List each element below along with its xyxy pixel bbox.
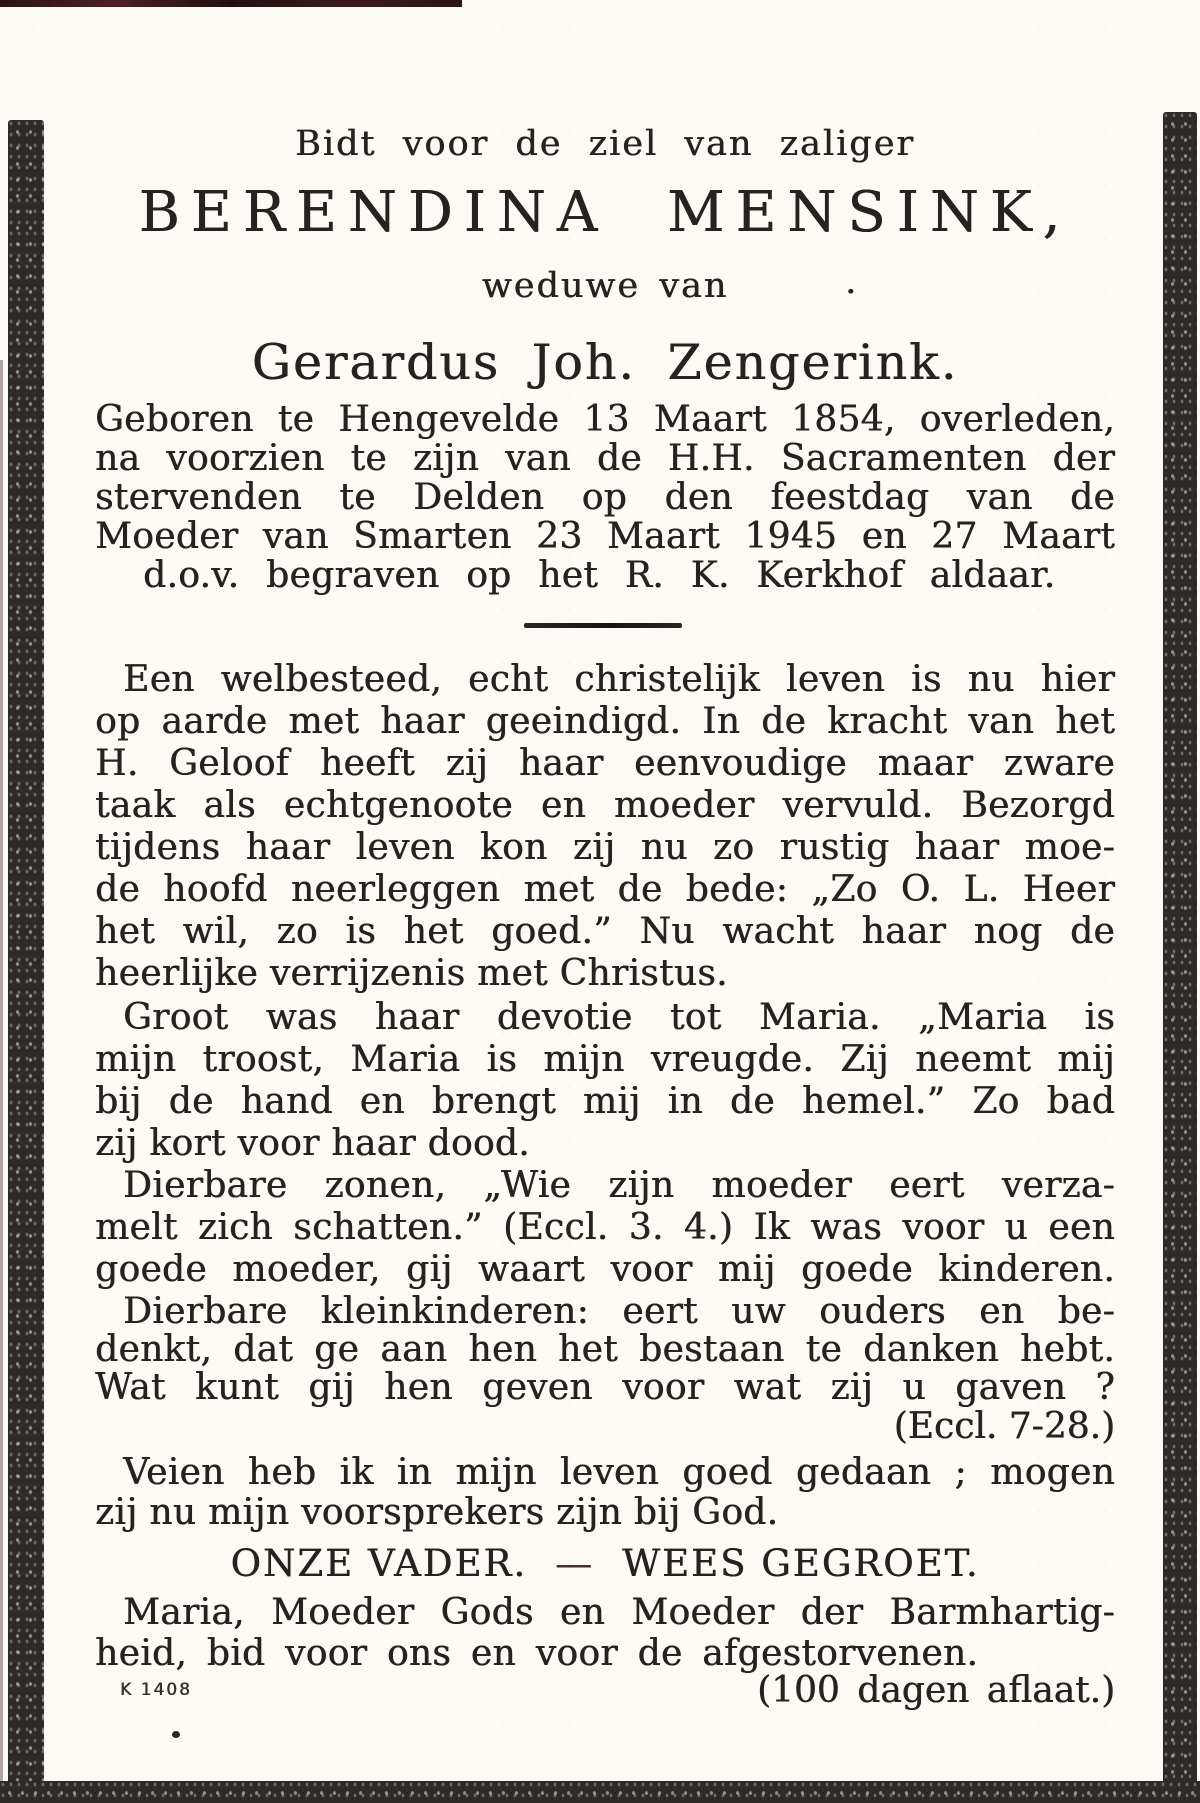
hail-mary-label: WEES GEGROET. — [621, 1542, 980, 1585]
paragraph-line: mijn troost, Maria is mijn vreugde. Zij neemt mij — [95, 1039, 1115, 1080]
paragraph-line: goede moeder, gij waart voor mij goede kinderen. — [95, 1249, 1115, 1290]
vitals-line: d.o.v. begraven op het R. K. Kerkhof aldaar. — [143, 555, 1056, 596]
paragraph-line: heerlijke verrijzenis met Christus. — [95, 953, 728, 994]
closing-prayer — [95, 1592, 1115, 1674]
paragraph-line: H. Geloof heeft zij haar eenvoudige maar zware — [95, 743, 1115, 784]
indulgence-note: (100 dagen aflaat.) — [756, 1670, 1115, 1711]
eulogy-paragraph-4 — [95, 1293, 1115, 1407]
paragraph-line: Maria, Moeder Gods en Moeder der Barmhartig- — [123, 1592, 1115, 1633]
prayer-invocations — [95, 1542, 1115, 1585]
paragraph-line: heid, bid voor ons en voor de afgestorvenen. — [95, 1633, 979, 1674]
paragraph-line: tijdens haar leven kon zij nu zo rustig haar moe- — [95, 827, 1115, 868]
eulogy-paragraph-1 — [95, 659, 1115, 995]
vitals-line: Geboren te Hengevelde 13 Maart 1854, overleden, — [95, 399, 1115, 440]
spouse-name: Gerardus Joh. Zengerink. — [251, 334, 959, 391]
prayer-separator-dash: — — [554, 1542, 594, 1585]
vitals-paragraph — [95, 400, 1115, 595]
relation-line: weduwe van — [481, 266, 729, 306]
vitals-line: stervenden te Delden op den feestdag van de — [95, 477, 1115, 518]
paragraph-line: taak als echtgenoote en moeder vervuld. Bezorgd — [95, 785, 1115, 826]
paragraph-line: Veien heb ik in mijn leven goed gedaan ; mogen — [123, 1452, 1115, 1493]
eulogy-paragraph-3 — [95, 1165, 1115, 1291]
paragraph-line: Dierbare kleinkinderen: eert uw ouders en be- — [123, 1291, 1115, 1332]
paragraph-line: op aarde met haar geeindigd. In de kracht van het — [95, 701, 1115, 742]
paragraph-line: melt zich schatten.” (Eccl. 3. 4.) Ik was voor u een — [95, 1207, 1115, 1248]
paragraph-line: Groot was haar devotie tot Maria. „Maria is — [123, 997, 1115, 1038]
vitals-line: na voorzien te zijn van de H.H. Sacramenten der — [95, 438, 1115, 479]
deceased-name: BERENDINA MENSINK, — [138, 180, 1072, 245]
stray-ink-dot — [172, 1731, 180, 1738]
paragraph-line: Een welbesteed, echt christelijk leven is nu hier — [123, 659, 1115, 700]
paragraph-line: denkt, dat ge aan hen het bestaan te danken hebt. — [95, 1329, 1115, 1370]
stray-period-mark: . — [845, 262, 857, 302]
paragraph-line: zij nu mijn voorsprekers zijn bij God. — [95, 1492, 779, 1533]
frame-left-bar — [8, 120, 44, 1798]
our-father-label: ONZE VADER. — [230, 1542, 527, 1585]
paragraph-line: zij kort voor haar dood. — [95, 1123, 530, 1164]
eulogy-paragraph-5 — [95, 1453, 1115, 1533]
paragraph-line: de hoofd neerleggen met de bede: „Zo O. L. Heer — [95, 869, 1115, 910]
eulogy-paragraph-2 — [95, 997, 1115, 1165]
paragraph-line: bij de hand en brengt mij in de hemel.” Zo bad — [95, 1081, 1115, 1122]
paragraph-line: het wil, zo is het goed.” Nu wacht haar nog de — [95, 911, 1115, 952]
frame-top-edge-line — [0, 0, 462, 7]
scan-left-edge-line — [0, 360, 3, 1803]
paragraph-line: Wat kunt gij hen geven voor wat zij u gaven ? — [95, 1367, 1115, 1408]
frame-right-bar — [1163, 112, 1197, 1803]
frame-bottom-bar — [0, 1781, 1200, 1803]
invocation-line: Bidt voor de ziel van zaliger — [294, 124, 916, 164]
scripture-citation: (Eccl. 7-28.) — [893, 1406, 1115, 1447]
printer-mark: K 1408 — [120, 1680, 192, 1700]
paragraph-line: Dierbare zonen, „Wie zijn moeder eert verza- — [123, 1165, 1115, 1206]
vitals-line: Moeder van Smarten 23 Maart 1945 en 27 Maart — [95, 516, 1115, 557]
section-divider — [524, 623, 682, 628]
